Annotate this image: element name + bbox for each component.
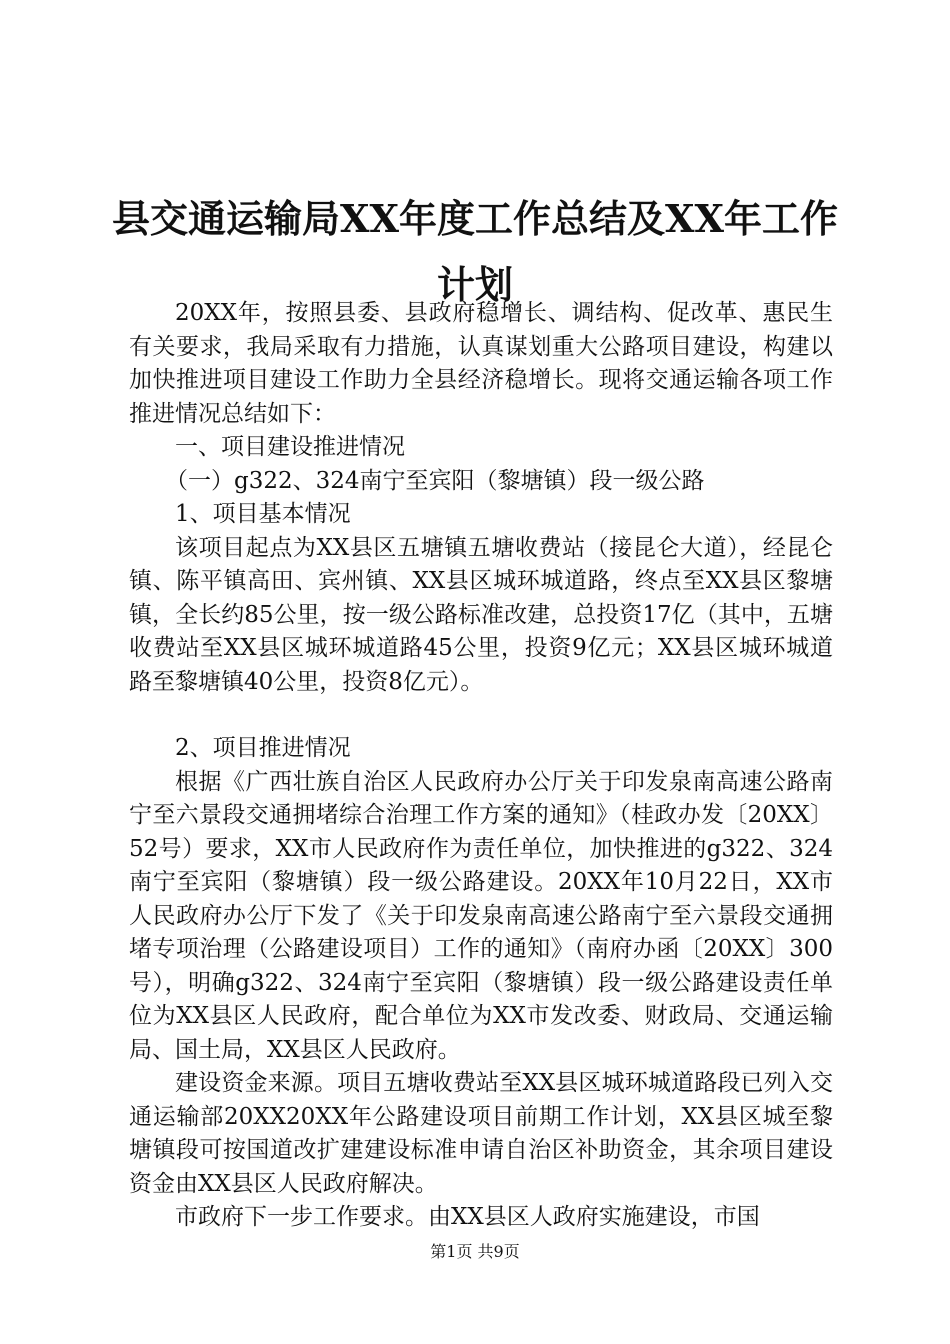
page-title: 县交通运输局XX年度工作总结及XX年工作计划 — [112, 196, 838, 307]
funding-paragraph: 建设资金来源。项目五塘收费站至XX县区城环城道路段已列入交通运输部20XX20XX年公路建设项目前期工作计划，XX县区城至黎塘镇段可按国道改扩建建设标准申请自治区补助资金，其余项目建设资金由XX县区人民政府解决。 — [129, 1070, 833, 1197]
item-heading: 1、项目基本情况 — [175, 501, 351, 527]
project-overview-paragraph: 该项目起点为XX县区五塘镇五塘收费站（接昆仑大道），经昆仑镇、陈平镇高田、宾州镇、XX县区城环城道路，终点至XX县区黎塘镇，全长约85公里，按一级公路标准改建，总投资17亿（其中，五塘收费站至XX县区城环城道路45公里，投资9亿元；XX县区城环城道路至黎塘镇40公里，投资8亿元）。 — [129, 534, 833, 695]
item-heading: 2、项目推进情况 — [175, 735, 351, 761]
progress-paragraph: 根据《广西壮族自治区人民政府办公厅关于印发泉南高速公路南宁至六景段交通拥堵综合治理工作方案的通知》（桂政办发〔20XX〕52号）要求，XX市人民政府作为责任单位，加快推进的g322、324南宁至宾阳（黎塘镇）段一级公路建设。20XX年10月22日，XX市人民政府办公厅下发了《关于印发泉南高速公路南宁至六景段交通拥堵专项治理（公路建设项目）工作的通知》（南府办函〔20XX〕300号），明确g322、324南宁至宾阳（黎塘镇）段一级公路建设责任单位为XX县区人民政府，配合单位为XX市发改委、财政局、交通运输局、国土局，XX县区人民政府。 — [129, 768, 833, 1063]
paragraph-spacer — [129, 699, 833, 732]
document-body — [129, 297, 833, 1235]
intro-paragraph: 20XX年，按照县委、县政府稳增长、调结构、促改革、惠民生有关要求，我局采取有力措施，认真谋划重大公路项目建设，构建以加快推进项目建设工作助力全县经济稳增长。现将交通运输各项工作推进情况总结如下： — [129, 300, 833, 427]
subsection-heading: （一）g322、324南宁至宾阳（黎塘镇）段一级公路 — [165, 467, 705, 494]
page-footer: 第1页 共9页 — [430, 1242, 520, 1261]
next-steps-paragraph: 市政府下一步工作要求。由XX县区人政府实施建设，市国 — [175, 1204, 760, 1230]
section-heading: 一、项目建设推进情况 — [175, 434, 405, 460]
